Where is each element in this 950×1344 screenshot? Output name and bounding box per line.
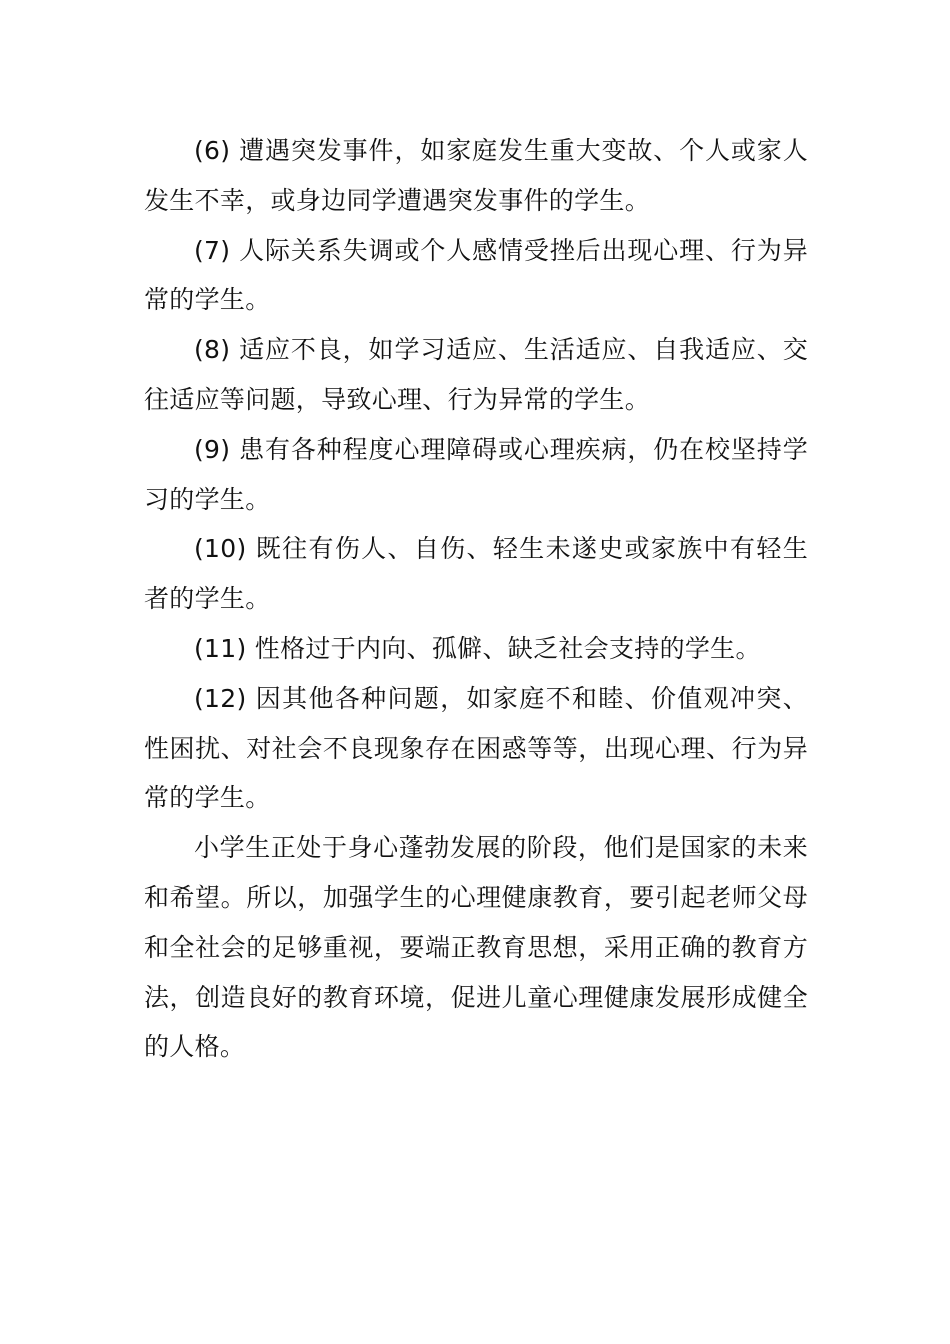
- paragraph-item-12: (12) 因其他各种问题，如家庭不和睦、价值观冲突、性困扰、对社会不良现象存在困惑等等，出现心理、行为异常的学生。: [144, 683, 808, 813]
- paragraph-item-6: (6) 遭遇突发事件，如家庭发生重大变故、个人或家人发生不幸，或身边同学遭遇突发事件的学生。: [144, 136, 808, 215]
- paragraph-item-7: (7) 人际关系失调或个人感情受挫后出现心理、行为异常的学生。: [144, 235, 808, 315]
- document-body: [144, 126, 808, 1072]
- paragraph-item-8: (8) 适应不良，如学习适应、生活适应、自我适应、交往适应等问题，导致心理、行为异常的学生。: [144, 335, 808, 414]
- paragraph-item-9: (9) 患有各种程度心理障碍或心理疾病，仍在校坚持学习的学生。: [144, 434, 808, 514]
- paragraph-item-10: (10) 既往有伤人、自伤、轻生未遂史或家族中有轻生者的学生。: [144, 534, 808, 614]
- paragraph-item-11: (11) 性格过于内向、孤僻、缺乏社会支持的学生。: [194, 633, 761, 663]
- conclusion-paragraph: 小学生正处于身心蓬勃发展的阶段，他们是国家的未来和希望。所以，加强学生的心理健康教育，要引起老师父母和全社会的足够重视，要端正教育思想，采用正确的教育方法，创造良好的教育环境，促进儿童心理健康发展形成健全的人格。: [144, 833, 808, 1062]
